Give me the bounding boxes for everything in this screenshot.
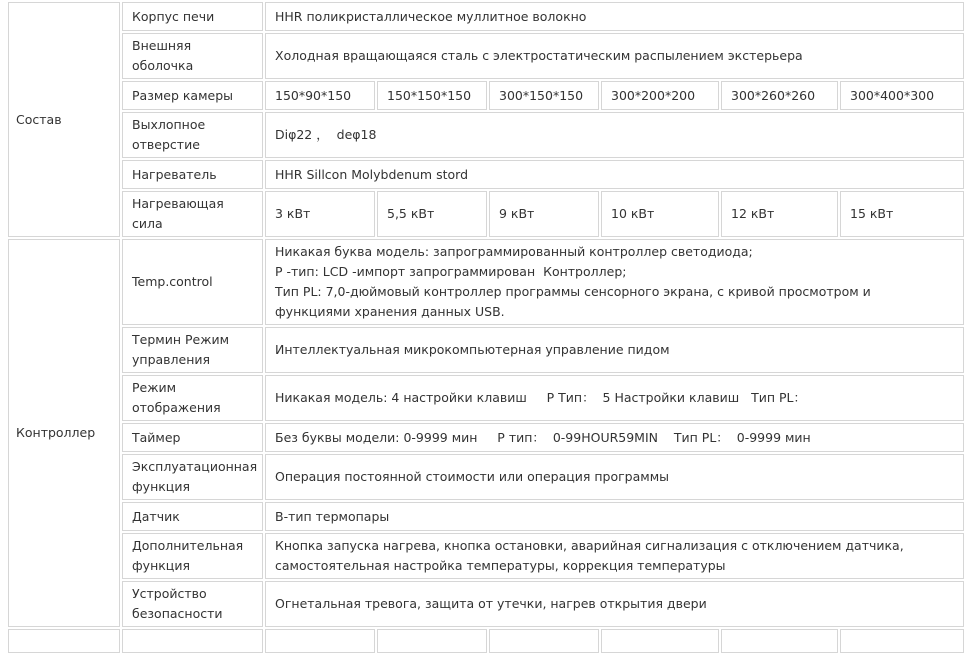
table-row bbox=[8, 581, 964, 627]
table-cell bbox=[122, 629, 263, 653]
table-row bbox=[8, 239, 964, 325]
table-row bbox=[8, 2, 964, 31]
row-value: HHR Sillcon Molybdenum stord bbox=[265, 160, 964, 189]
table-row-partial-bottom bbox=[8, 629, 964, 653]
row-value: Холодная вращающаяся сталь с электростатическим распылением экстерьера bbox=[265, 33, 964, 79]
table-cell bbox=[489, 629, 599, 653]
row-label: Нагреватель bbox=[122, 160, 263, 189]
chamber-size-cell: 300*400*300 bbox=[840, 81, 964, 110]
row-label: Нагревающая сила bbox=[122, 191, 263, 237]
row-label: Термин Режим управления bbox=[122, 327, 263, 373]
spec-table bbox=[6, 0, 966, 655]
row-value: Без буквы модели: 0-9999 мин P тип： 0-99HOUR59MIN Тип PL： 0-9999 мин bbox=[265, 423, 964, 452]
table-cell bbox=[840, 629, 964, 653]
group-label-controller: Контроллер bbox=[8, 239, 120, 627]
row-value: Никакая буква модель: запрограммированный контроллер светодиода; P -тип: LCD -импорт запрограммирован Контроллер; Тип PL: 7,0-дюймовый контроллер программы сенсорного экрана, с кривой просмотром и функциями хранения данных USB. bbox=[265, 239, 964, 325]
table-cell bbox=[601, 629, 719, 653]
row-label: Temp.control bbox=[122, 239, 263, 325]
table-cell bbox=[721, 629, 838, 653]
table-row bbox=[8, 454, 964, 500]
chamber-size-cell: 300*260*260 bbox=[721, 81, 838, 110]
row-label: Эксплуатационная функция bbox=[122, 454, 263, 500]
table-row bbox=[8, 327, 964, 373]
row-label: Дополнительная функция bbox=[122, 533, 263, 579]
power-cell: 5,5 кВт bbox=[377, 191, 487, 237]
power-cell: 12 кВт bbox=[721, 191, 838, 237]
row-label: Размер камеры bbox=[122, 81, 263, 110]
table-row bbox=[8, 81, 964, 110]
chamber-size-cell: 150*150*150 bbox=[377, 81, 487, 110]
row-value: Интеллектуальная микрокомпьютерная управление пидом bbox=[265, 327, 964, 373]
row-value: HHR поликристаллическое муллитное волокно bbox=[265, 2, 964, 31]
row-label: Режим отображения bbox=[122, 375, 263, 421]
row-label: Датчик bbox=[122, 502, 263, 531]
table-row bbox=[8, 502, 964, 531]
power-cell: 9 кВт bbox=[489, 191, 599, 237]
row-value: Diφ22 ， deφ18 bbox=[265, 112, 964, 158]
power-cell: 15 кВт bbox=[840, 191, 964, 237]
row-label: Таймер bbox=[122, 423, 263, 452]
row-label: Корпус печи bbox=[122, 2, 263, 31]
chamber-size-cell: 150*90*150 bbox=[265, 81, 375, 110]
power-cell: 3 кВт bbox=[265, 191, 375, 237]
chamber-size-cell: 300*200*200 bbox=[601, 81, 719, 110]
chamber-size-cell: 300*150*150 bbox=[489, 81, 599, 110]
row-value: Огнетальная тревога, защита от утечки, нагрев открытия двери bbox=[265, 581, 964, 627]
table-row bbox=[8, 33, 964, 79]
table-cell bbox=[8, 629, 120, 653]
row-value: Кнопка запуска нагрева, кнопка остановки, аварийная сигнализация с отключением датчика, самостоятельная настройка температуры, коррекция температуры bbox=[265, 533, 964, 579]
row-label: Внешняя оболочка bbox=[122, 33, 263, 79]
row-value: Никакая модель: 4 настройки клавиш P Тип： 5 Настройки клавиш Тип PL： bbox=[265, 375, 964, 421]
table-cell bbox=[265, 629, 375, 653]
row-label: Выхлопное отверстие bbox=[122, 112, 263, 158]
row-value: B-тип термопары bbox=[265, 502, 964, 531]
table-row bbox=[8, 112, 964, 158]
table-row bbox=[8, 191, 964, 237]
table-row bbox=[8, 533, 964, 579]
table-cell bbox=[377, 629, 487, 653]
table-row bbox=[8, 423, 964, 452]
row-label: Устройство безопасности bbox=[122, 581, 263, 627]
row-value: Операция постоянной стоимости или операция программы bbox=[265, 454, 964, 500]
table-row bbox=[8, 375, 964, 421]
power-cell: 10 кВт bbox=[601, 191, 719, 237]
group-label-composition: Состав bbox=[8, 2, 120, 237]
table-row bbox=[8, 160, 964, 189]
